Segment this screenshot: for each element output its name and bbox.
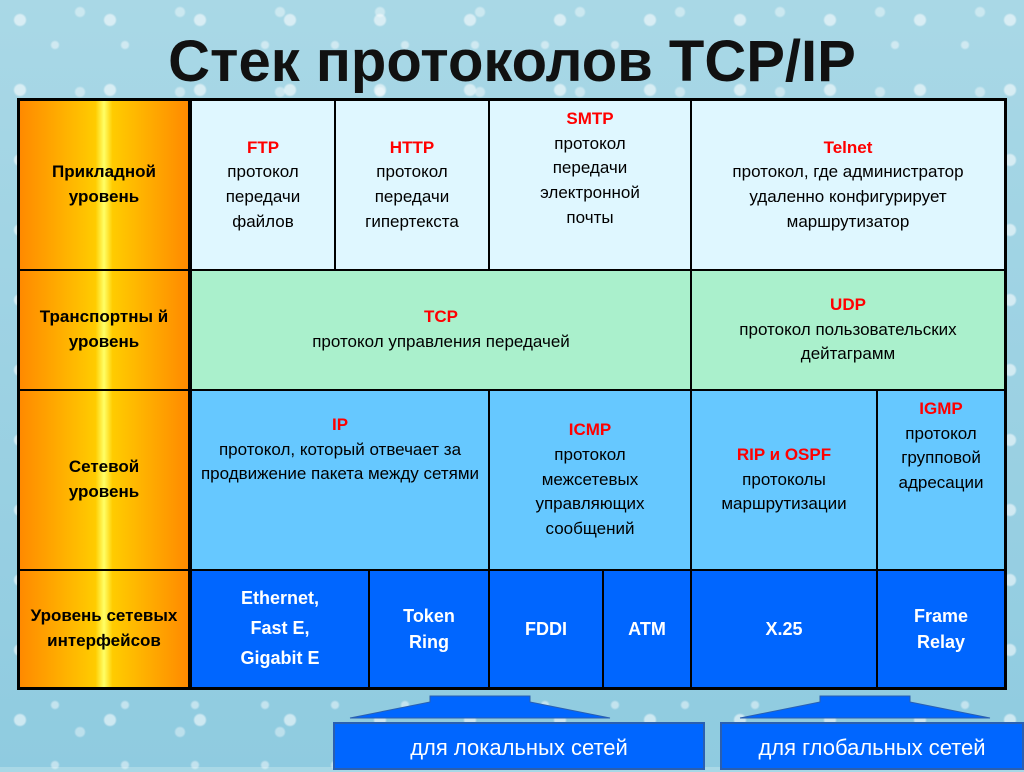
protocol-tcp (191, 270, 691, 390)
protocol-desc: протокол передачи электронной почты (540, 133, 640, 227)
level-link-label: Уровень сетевых интерфейсов (30, 606, 178, 650)
protocol-udp (691, 270, 1005, 390)
protocol-desc: протоколы маршрутизации (721, 469, 847, 514)
protocol-name: FTP (246, 137, 280, 157)
level-network-label: Сетевой уровень (68, 457, 140, 501)
arrow-global-icon (740, 696, 990, 718)
protocol-name: ICMP (568, 420, 612, 440)
protocol-desc: протокол пользовательских дейтаграмм (739, 319, 957, 364)
protocol-name: IGMP (919, 399, 963, 418)
protocol-name: X.25 (765, 618, 803, 639)
protocol-ethernet (191, 570, 369, 688)
protocol-name: FDDI (525, 618, 567, 639)
protocol-desc: протокол, который отвечает за продвижение пакета между сетями (200, 439, 480, 484)
protocol-desc: протокол межсетевых управляющих сообщений (535, 445, 645, 538)
protocol-name: IP (331, 415, 349, 434)
protocol-name: HTTP (389, 137, 435, 157)
protocol-telnet (691, 100, 1005, 270)
level-application (19, 100, 189, 270)
protocol-rip-ospf (691, 390, 877, 570)
protocol-igmp (877, 390, 1005, 570)
protocol-name: Telnet (823, 137, 873, 157)
protocol-name: UDP (830, 295, 866, 315)
level-network (19, 390, 189, 570)
protocol-name: TCP (424, 307, 458, 327)
footer-global-networks: для глобальных сетей (720, 722, 1024, 770)
level-link (19, 570, 189, 688)
protocol-desc: протокол управления передачей (312, 332, 570, 351)
protocol-frame-relay (877, 570, 1005, 688)
protocol-desc: протокол передачи файлов (225, 162, 301, 231)
footer-local-networks: для локальных сетей (333, 722, 705, 770)
protocol-stack-table (17, 98, 1007, 690)
level-transport-label: Транспортны й уровень (39, 307, 169, 351)
level-transport (19, 270, 189, 390)
protocol-desc: протокол групповой адресации (898, 423, 984, 492)
protocol-ip (191, 390, 489, 570)
protocol-name: Ethernet, Fast E, Gigabit E (240, 588, 320, 668)
protocol-icmp (489, 390, 691, 570)
protocol-smtp (489, 100, 691, 270)
protocol-desc: протокол передачи гипертекста (365, 162, 459, 231)
page-title: Стек протоколов TCP/IP (168, 29, 856, 94)
protocol-x25 (691, 570, 877, 688)
protocol-ftp (191, 100, 335, 270)
protocol-token-ring (369, 570, 489, 688)
protocol-name: Token Ring (403, 605, 455, 652)
protocol-name: SMTP (566, 109, 614, 128)
protocol-name: RIP и OSPF (736, 445, 832, 465)
protocol-http (335, 100, 489, 270)
protocol-fddi (489, 570, 603, 688)
protocol-desc: протокол, где администратор удаленно конфигурирует маршрутизатор (732, 162, 964, 231)
protocol-name: ATM (628, 618, 666, 639)
arrow-local-icon (350, 696, 610, 718)
protocol-atm (603, 570, 691, 688)
protocol-name: Frame Relay (913, 605, 969, 652)
level-application-label: Прикладной уровень (52, 162, 156, 206)
